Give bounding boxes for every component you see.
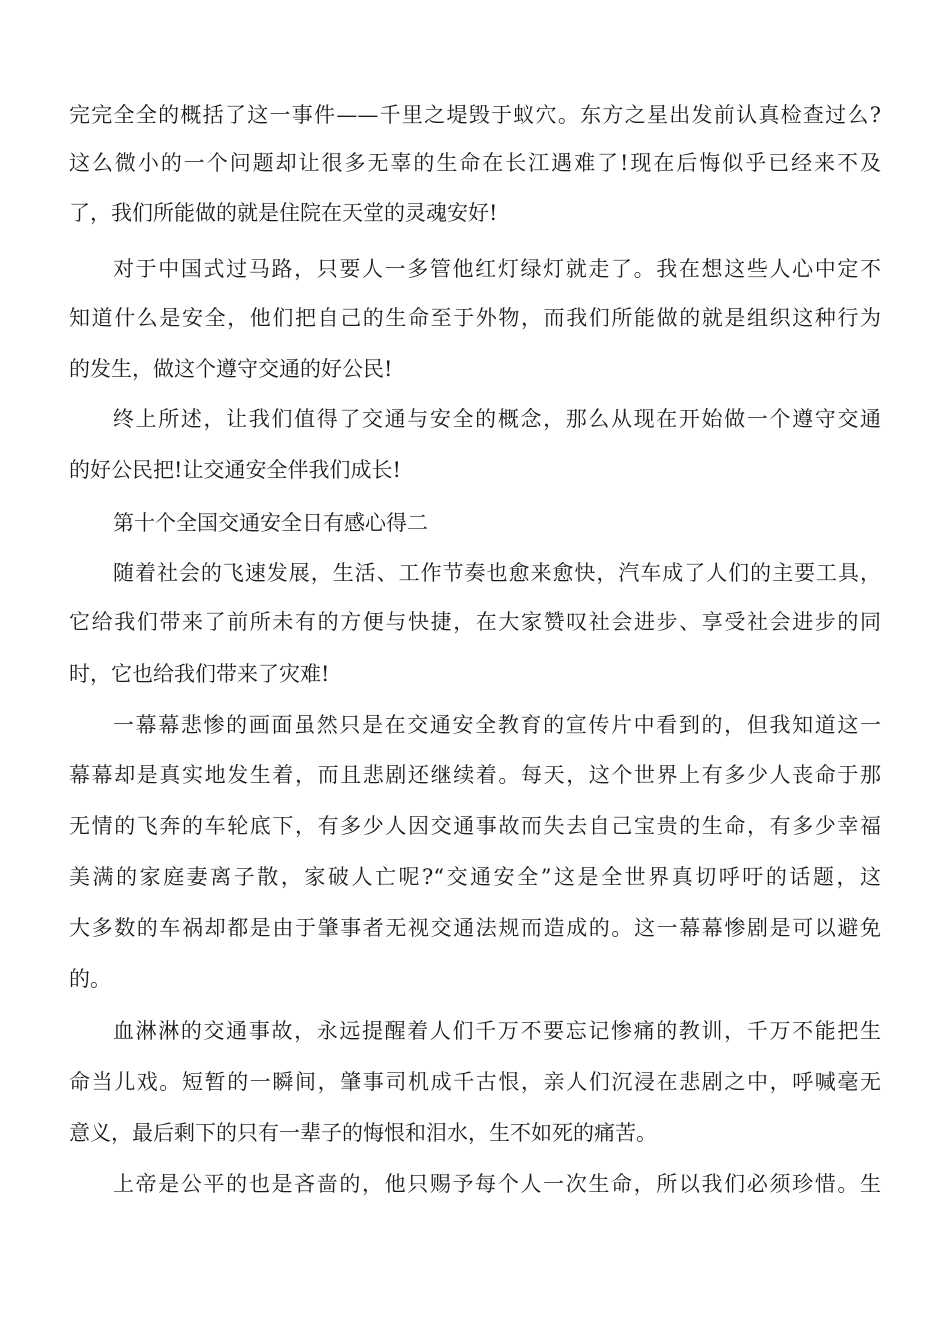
text-line: 意义，最后剩下的只有一辈子的悔恨和泪水，生不如死的痛苦。 xyxy=(69,1121,657,1145)
text-line: 一幕幕悲惨的画面虽然只是在交通安全教育的宣传片中看到的，但我知道这一 xyxy=(113,713,881,737)
section-heading: 第十个全国交通安全日有感心得二 xyxy=(113,511,428,535)
text-line: 它给我们带来了前所未有的方便与快捷，在大家赞叹社会进步、享受社会进步的同 xyxy=(69,610,881,634)
text-line: 的。 xyxy=(69,967,111,991)
text-line: 无情的飞奔的车轮底下，有多少人因交通事故而失去自己宝贵的生命，有多少幸福 xyxy=(69,814,881,838)
text-line: 终上所述，让我们值得了交通与安全的概念，那么从现在开始做一个遵守交通 xyxy=(113,407,881,431)
text-line: 了，我们所能做的就是住院在天堂的灵魂安好! xyxy=(69,201,498,225)
text-line: 的好公民把!让交通安全伴我们成长! xyxy=(69,458,401,482)
text-line: 血淋淋的交通事故，永远提醒着人们千万不要忘记惨痛的教训，千万不能把生 xyxy=(113,1019,881,1043)
text-line: 的发生，做这个遵守交通的好公民! xyxy=(69,357,393,381)
text-line: 对于中国式过马路，只要人一多管他红灯绿灯就走了。我在想这些人心中定不 xyxy=(113,257,881,281)
text-line: 美满的家庭妻离子散，家破人亡呢?“交通安全”这是全世界真切呼吁的话题，这 xyxy=(69,865,881,889)
text-line: 时，它也给我们带来了灾难! xyxy=(69,662,330,686)
text-line: 知道什么是安全，他们把自己的生命至于外物，而我们所能做的就是组织这种行为 xyxy=(69,306,881,330)
text-line: 随着社会的飞速发展，生活、工作节奏也愈来愈快，汽车成了人们的主要工具， xyxy=(113,561,881,585)
text-line: 幕幕却是真实地发生着，而且悲剧还继续着。每天，这个世界上有多少人丧命于那 xyxy=(69,763,881,787)
text-line: 完完全全的概括了这一事件——千里之堤毁于蚁穴。东方之星出发前认真检查过么? xyxy=(69,103,881,127)
text-line: 上帝是公平的也是吝啬的，他只赐予每个人一次生命，所以我们必须珍惜。生 xyxy=(113,1172,881,1196)
text-line: 命当儿戏。短暂的一瞬间，肇事司机成千古恨，亲人们沉浸在悲剧之中，呼喊毫无 xyxy=(69,1070,881,1094)
text-line: 这么微小的一个问题却让很多无辜的生命在长江遇难了!现在后悔似乎已经来不及 xyxy=(69,151,881,175)
text-line: 大多数的车祸却都是由于肇事者无视交通法规而造成的。这一幕幕惨剧是可以避免 xyxy=(69,916,881,940)
